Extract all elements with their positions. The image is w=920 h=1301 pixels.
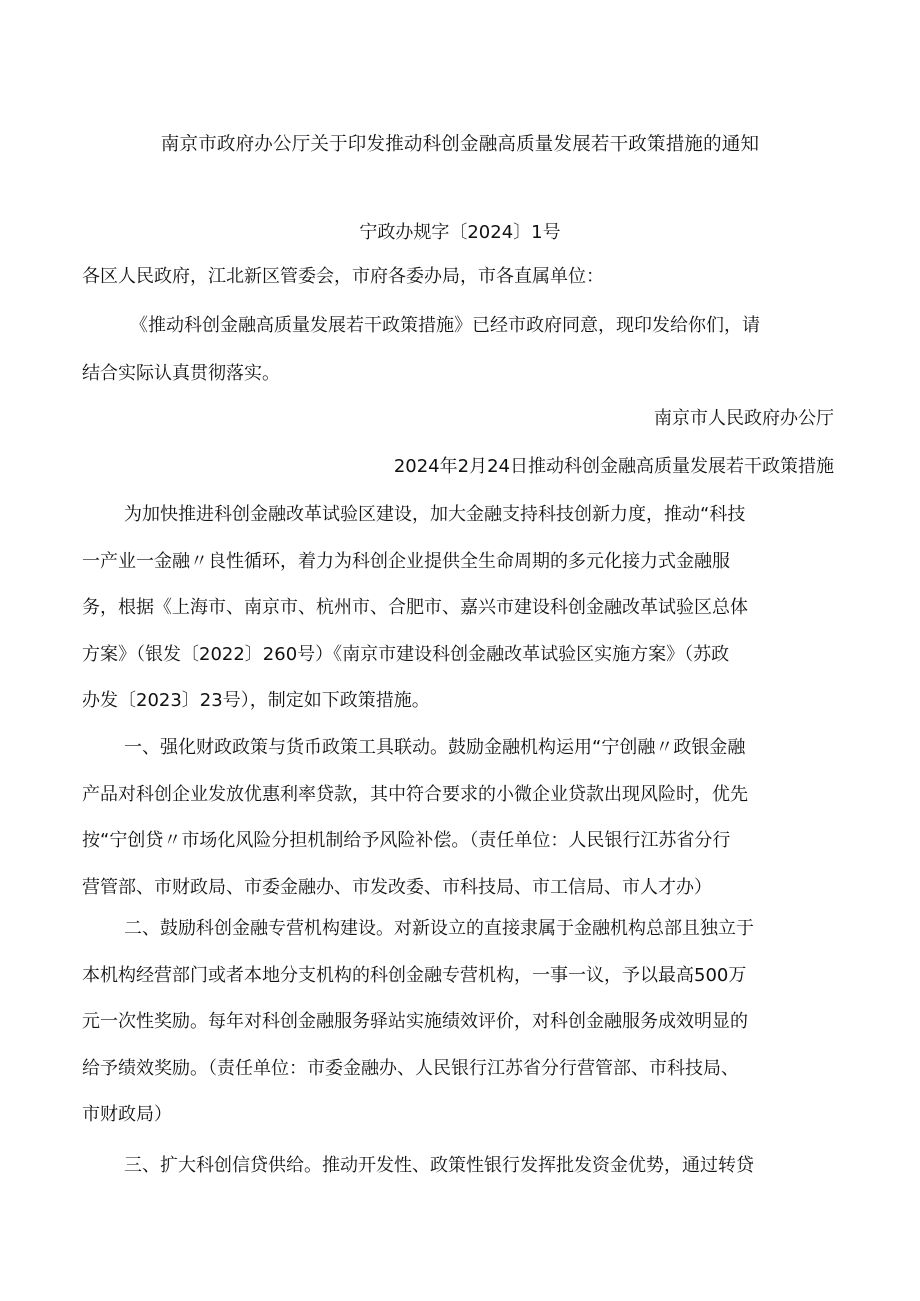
paragraph-line: 一、强化财政政策与货币政策工具联动。鼓励金融机构运用“宁创融〃政银金融 <box>124 737 746 758</box>
issuer-signature: 南京市人民政府办公厅 <box>654 408 834 429</box>
paragraph-line: 二、鼓励科创金融专营机构建设。对新设立的直接隶属于金融机构总部且独立于 <box>124 918 754 939</box>
body-paragraph <box>82 918 842 1151</box>
date-line: 2024年2月24日推动科创金融高质量发展若干政策措施 <box>393 456 834 477</box>
intro-line: 《推动科创金融高质量发展若干政策措施》已经市政府同意，现印发给你们，请 <box>130 315 760 336</box>
body-paragraph <box>82 1155 842 1202</box>
paragraph-line: 产品对科创企业发放优惠利率贷款，其中符合要求的小微企业贷款出现风险时，优先 <box>82 783 748 805</box>
body-paragraph <box>82 504 842 737</box>
paragraph-line: 一产业一金融〃良性循环，着力为科创企业提供全生命周期的多元化接力式金融服 <box>82 550 730 572</box>
document-title: 南京市政府办公厅关于印发推动科创金融高质量发展若干政策措施的通知 <box>160 134 760 155</box>
paragraph-line: 按“宁创贷〃市场化风险分担机制给予风险补偿。（责任单位：人民银行江苏省分行 <box>82 830 731 851</box>
salutation: 各区人民政府，江北新区管委会，市府各委办局，市各直属单位： <box>82 266 604 287</box>
body-paragraph <box>82 737 842 923</box>
paragraph-line: 本机构经营部门或者本地分支机构的科创金融专营机构，一事一议，予以最高500万 <box>82 964 747 986</box>
paragraph-line: 务，根据《上海市、南京市、杭州市、合肥市、嘉兴市建设科创金融改革试验区总体 <box>82 597 748 618</box>
document-number: 宁政办规字〔2024〕1号 <box>359 222 561 243</box>
paragraph-line: 市财政局） <box>82 1104 172 1125</box>
intro-line: 结合实际认真贯彻落实。 <box>82 363 280 384</box>
paragraph-line: 给予绩效奖励。（责任单位：市委金融办、人民银行江苏省分行营管部、市科技局、 <box>82 1057 739 1079</box>
paragraph-line: 元一次性奖励。每年对科创金融服务驿站实施绩效评价，对科创金融服务成效明显的 <box>82 1011 748 1032</box>
paragraph-line: 办发〔2023〕23号），制定如下政策措施。 <box>82 690 430 711</box>
paragraph-line: 方案》（银发〔2022〕260号）《南京市建设科创金融改革试验区实施方案》（苏政 <box>82 643 730 665</box>
paragraph-line: 为加快推进科创金融改革试验区建设，加大金融支持科技创新力度，推动“科技 <box>124 504 746 525</box>
paragraph-line: 营管部、市财政局、市委金融办、市发改委、市科技局、市工信局、市人才办） <box>82 876 712 898</box>
paragraph-line: 三、扩大科创信贷供给。推动开发性、政策性银行发挥批发资金优势，通过转贷 <box>124 1155 754 1176</box>
